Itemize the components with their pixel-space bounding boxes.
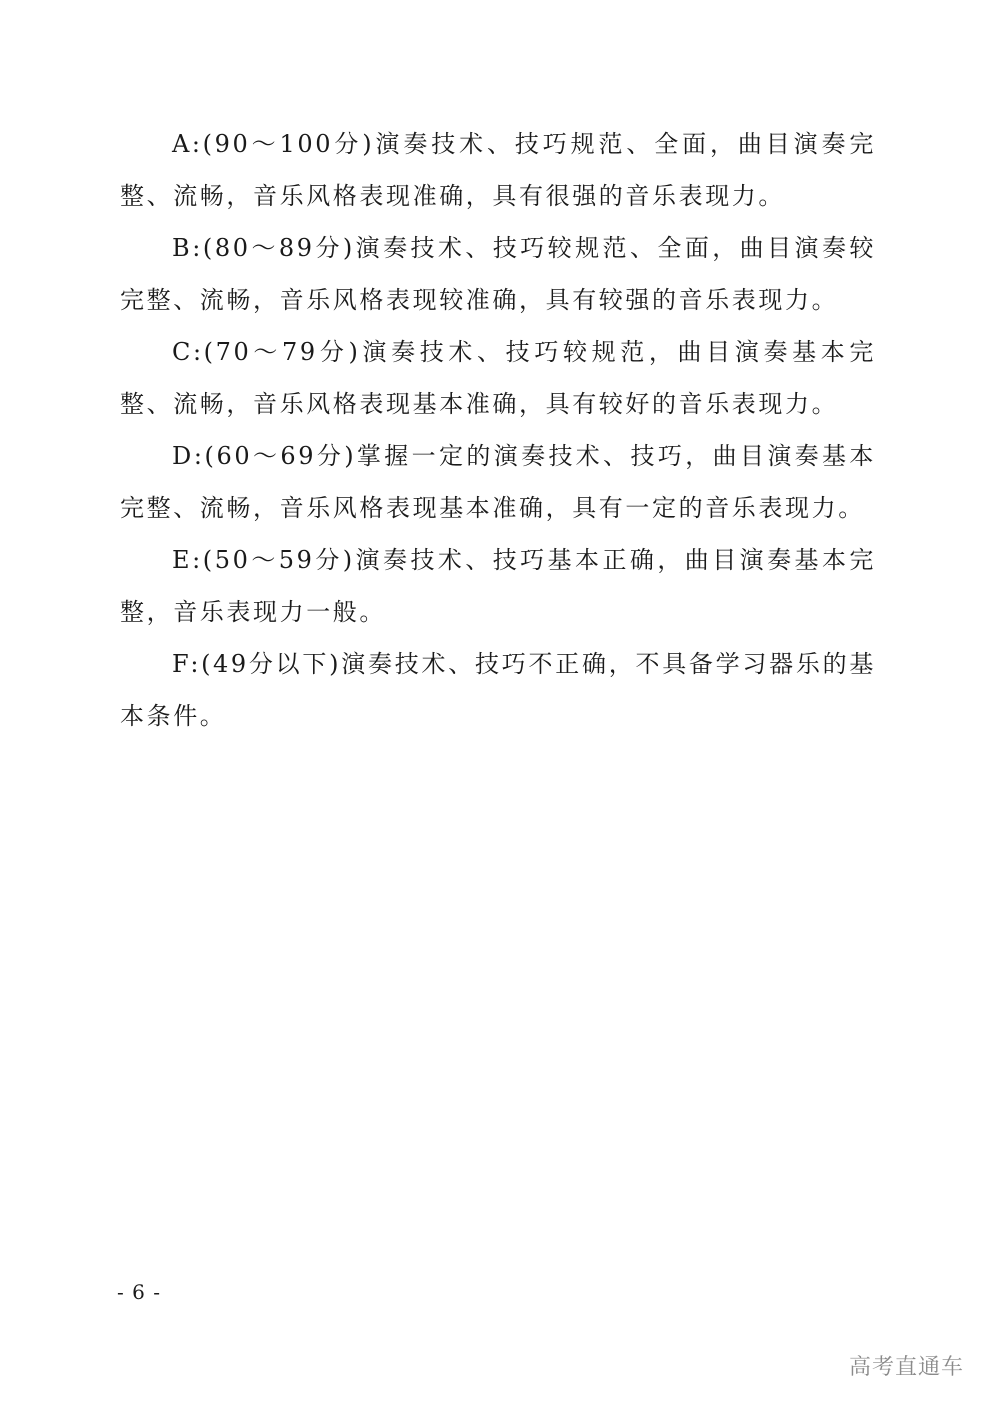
page-number: - 6 - [117, 1280, 161, 1304]
criteria-f: F:(49分以下)演奏技术、技巧不正确，不具备学习器乐的基本条件。 [120, 650, 876, 730]
criteria-c: C:(70～79分)演奏技术、技巧较规范，曲目演奏基本完整、流畅，音乐风格表现基本准确，具有较好的音乐表现力。 [120, 338, 876, 418]
criteria-a: A:(90～100分)演奏技术、技巧规范、全面，曲目演奏完整、流畅，音乐风格表现准确，具有很强的音乐表现力。 [120, 130, 876, 210]
grading-criteria [120, 118, 876, 742]
watermark: 高考直通车 [848, 1355, 964, 1380]
criteria-d: D:(60～69分)掌握一定的演奏技术、技巧，曲目演奏基本完整、流畅，音乐风格表现基本准确，具有一定的音乐表现力。 [120, 442, 876, 522]
criteria-e: E:(50～59分)演奏技术、技巧基本正确，曲目演奏基本完整，音乐表现力一般。 [120, 546, 876, 626]
criteria-b: B:(80～89分)演奏技术、技巧较规范、全面，曲目演奏较完整、流畅，音乐风格表现较准确，具有较强的音乐表现力。 [120, 234, 876, 314]
